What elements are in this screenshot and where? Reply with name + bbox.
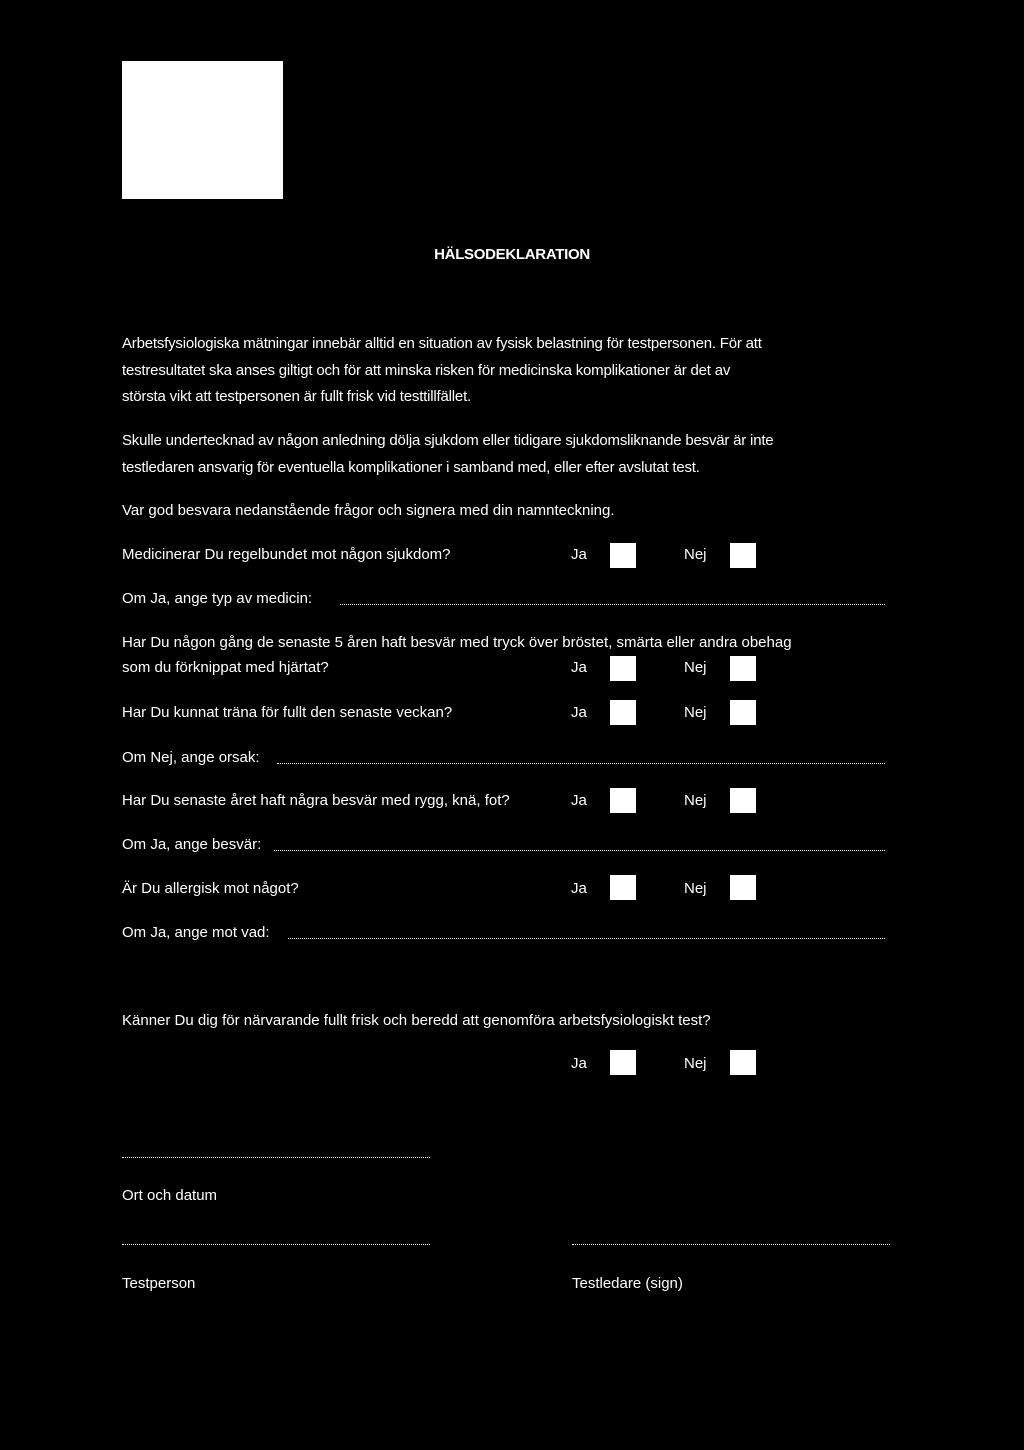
- intro-line: största vikt att testpersonen är fullt frisk vid testtillfället.: [122, 388, 472, 405]
- instruction-text: Var god besvara nedanstående frågor och signera med din namnteckning.: [122, 502, 615, 519]
- checkbox-back-knee-foot-yes[interactable]: [610, 788, 636, 813]
- checkbox-medication-no[interactable]: [730, 543, 756, 568]
- medication-answer-line[interactable]: [340, 604, 885, 605]
- followup-training-label: Om Nej, ange orsak:: [122, 749, 260, 766]
- checkbox-medication-yes[interactable]: [610, 543, 636, 568]
- checkbox-allergy-no[interactable]: [730, 875, 756, 900]
- question-feeling-healthy: Känner Du dig för närvarande fullt frisk och beredd att genomföra arbetsfysiologiskt test?: [122, 1012, 711, 1029]
- yes-label: Ja: [571, 659, 587, 676]
- checkbox-heart-yes[interactable]: [610, 656, 636, 681]
- checkbox-healthy-no[interactable]: [730, 1050, 756, 1075]
- checkbox-back-knee-foot-no[interactable]: [730, 788, 756, 813]
- intro-line: Arbetsfysiologiska mätningar innebär alltid en situation av fysisk belastning för testpersonen. För att: [122, 335, 762, 352]
- back-knee-foot-answer-line[interactable]: [274, 850, 885, 851]
- followup-allergy-label: Om Ja, ange mot vad:: [122, 924, 270, 941]
- no-label: Nej: [684, 546, 707, 563]
- yes-label: Ja: [571, 1055, 587, 1072]
- question-training: Har Du kunnat träna för fullt den senaste veckan?: [122, 704, 453, 721]
- checkbox-training-yes[interactable]: [610, 700, 636, 725]
- intro-line: testresultatet ska anses giltigt och för att minska risken för medicinska komplikationer är det av: [122, 361, 731, 379]
- test-person-label: Testperson: [122, 1275, 196, 1292]
- training-answer-line[interactable]: [277, 763, 885, 764]
- test-leader-signature-line[interactable]: [572, 1244, 890, 1245]
- no-label: Nej: [684, 704, 707, 721]
- question-back-knee-foot: Har Du senaste året haft några besvär med rygg, knä, fot?: [122, 792, 510, 809]
- no-label: Nej: [684, 1055, 707, 1072]
- no-label: Nej: [684, 792, 707, 809]
- disclaimer-line: Skulle undertecknad av någon anledning dölja sjukdom eller tidigare sjukdomsliknande besvär är inte: [122, 432, 774, 449]
- allergy-answer-line[interactable]: [288, 938, 885, 939]
- checkbox-training-no[interactable]: [730, 700, 756, 725]
- test-leader-label: Testledare (sign): [572, 1275, 683, 1292]
- page-title: HÄLSODEKLARATION: [434, 246, 590, 263]
- checkbox-healthy-yes[interactable]: [610, 1050, 636, 1075]
- checkbox-heart-no[interactable]: [730, 656, 756, 681]
- question-medication: Medicinerar Du regelbundet mot någon sjukdom?: [122, 546, 451, 563]
- question-heart-line1: Har Du någon gång de senaste 5 åren haft besvär med tryck över bröstet, smärta eller andra obehag: [122, 634, 792, 651]
- place-date-label: Ort och datum: [122, 1187, 218, 1204]
- yes-label: Ja: [571, 704, 587, 721]
- question-heart-line2: som du förknippat med hjärtat?: [122, 659, 329, 676]
- disclaimer-line: testledaren ansvarig för eventuella komplikationer i samband med, eller efter avslutat test.: [122, 458, 700, 476]
- followup-back-knee-foot-label: Om Ja, ange besvär:: [122, 836, 262, 853]
- logo-placeholder: [122, 61, 283, 199]
- yes-label: Ja: [571, 546, 587, 563]
- no-label: Nej: [684, 659, 707, 676]
- question-allergy: Är Du allergisk mot något?: [122, 880, 299, 897]
- disclaimer-paragraph: [122, 428, 912, 481]
- yes-label: Ja: [571, 792, 587, 809]
- yes-label: Ja: [571, 880, 587, 897]
- place-date-signature-line[interactable]: [122, 1157, 430, 1158]
- checkbox-allergy-yes[interactable]: [610, 875, 636, 900]
- no-label: Nej: [684, 880, 707, 897]
- followup-medication-label: Om Ja, ange typ av medicin:: [122, 590, 313, 607]
- test-person-signature-line[interactable]: [122, 1244, 430, 1245]
- intro-paragraph: [122, 331, 912, 411]
